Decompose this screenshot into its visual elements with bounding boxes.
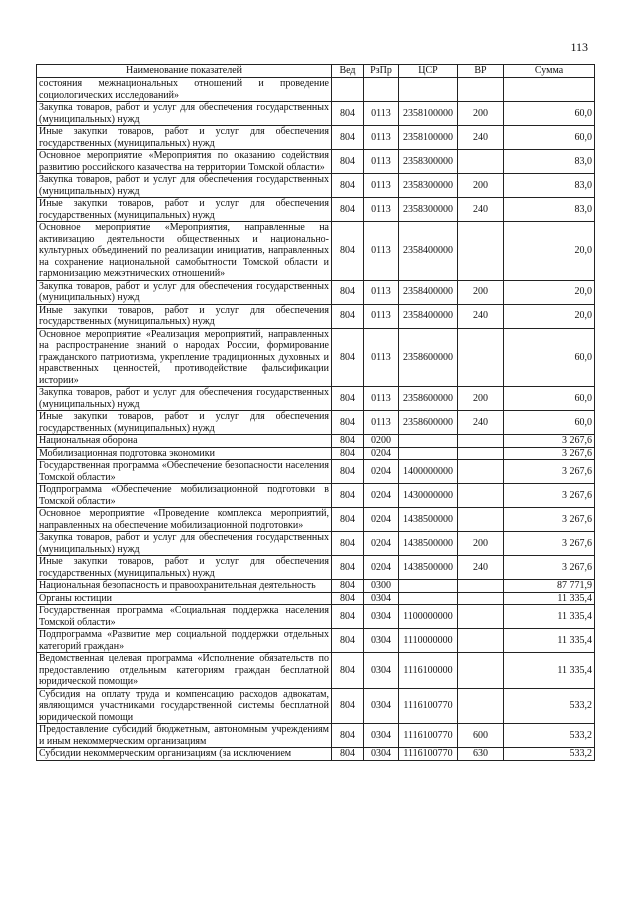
row-csr — [399, 447, 458, 460]
header-vr: ВР — [458, 65, 504, 78]
row-csr: 2358300000 — [399, 150, 458, 174]
row-rzpr — [364, 748, 399, 761]
row-vr: 200 — [458, 532, 504, 556]
row-vr — [458, 688, 504, 724]
table-row — [37, 222, 595, 281]
row-ved: 804 — [332, 435, 364, 448]
table-row — [37, 556, 595, 580]
row-rzpr: 0300 — [364, 580, 399, 593]
table-row — [37, 748, 595, 761]
row-ved-text: 804 — [340, 748, 355, 759]
row-sum: 60,0 — [504, 126, 595, 150]
page-number: 113 — [570, 40, 588, 54]
row-sum — [504, 78, 595, 102]
row-sum: 3 267,6 — [504, 508, 595, 532]
row-ved: 804 — [332, 688, 364, 724]
row-vr: 240 — [458, 304, 504, 328]
row-ved: 804 — [332, 126, 364, 150]
row-sum: 20,0 — [504, 304, 595, 328]
row-rzpr: 0200 — [364, 435, 399, 448]
row-vr — [458, 328, 504, 387]
table-body — [37, 78, 595, 761]
row-ved: 804 — [332, 328, 364, 387]
header-csr: ЦСР — [399, 65, 458, 78]
row-vr — [458, 435, 504, 448]
row-rzpr: 0204 — [364, 484, 399, 508]
table-row — [37, 198, 595, 222]
row-sum: 20,0 — [504, 280, 595, 304]
row-csr: 1100000000 — [399, 605, 458, 629]
row-sum: 83,0 — [504, 150, 595, 174]
row-rzpr: 0113 — [364, 387, 399, 411]
row-vr-text: 630 — [473, 748, 488, 759]
row-vr: 200 — [458, 387, 504, 411]
row-name: Национальная безопасность и правоохранительная деятельность — [37, 580, 332, 593]
row-ved: 804 — [332, 653, 364, 689]
row-csr: 2358300000 — [399, 198, 458, 222]
table-row — [37, 328, 595, 387]
row-sum: 11 335,4 — [504, 605, 595, 629]
row-rzpr: 0204 — [364, 532, 399, 556]
row-name — [37, 748, 332, 761]
row-csr — [399, 748, 458, 761]
row-csr: 2358100000 — [399, 126, 458, 150]
row-ved: 804 — [332, 592, 364, 605]
row-rzpr-text: 0304 — [371, 748, 391, 759]
table-row — [37, 653, 595, 689]
row-name: Иные закупки товаров, работ и услуг для обеспечения государственных (муниципальных) нужд — [37, 304, 332, 328]
row-csr: 1116100000 — [399, 653, 458, 689]
row-name: Основное мероприятие «Реализация мероприятий, направленных на распространение знаний о народах России, формирование гражданского патриотизма, укрепление традиционных духовных и нравственных ценностей, противодействие фальсификации истории» — [37, 328, 332, 387]
row-rzpr: 0304 — [364, 688, 399, 724]
row-ved — [332, 78, 364, 102]
row-sum: 87 771,9 — [504, 580, 595, 593]
table-row — [37, 387, 595, 411]
row-vr: 200 — [458, 174, 504, 198]
row-vr — [458, 460, 504, 484]
row-name: Закупка товаров, работ и услуг для обеспечения государственных (муниципальных) нужд — [37, 102, 332, 126]
row-ved: 804 — [332, 174, 364, 198]
row-csr: 1116100770 — [399, 688, 458, 724]
row-rzpr: 0113 — [364, 222, 399, 281]
row-vr: 200 — [458, 280, 504, 304]
row-rzpr: 0204 — [364, 556, 399, 580]
row-sum: 533,2 — [504, 688, 595, 724]
row-vr — [458, 222, 504, 281]
row-ved: 804 — [332, 724, 364, 748]
row-sum: 533,2 — [504, 724, 595, 748]
row-csr: 1438500000 — [399, 532, 458, 556]
row-csr — [399, 580, 458, 593]
row-name: Подпрограмма «Развитие мер социальной поддержки отдельных категорий граждан» — [37, 629, 332, 653]
row-rzpr: 0113 — [364, 150, 399, 174]
row-rzpr: 0204 — [364, 447, 399, 460]
table-row — [37, 532, 595, 556]
budget-table — [36, 64, 595, 761]
table-header-row — [37, 65, 595, 78]
row-ved — [332, 748, 364, 761]
row-ved: 804 — [332, 198, 364, 222]
row-sum: 83,0 — [504, 198, 595, 222]
row-name: Основное мероприятие «Мероприятия по оказанию содействия развитию российского казачества на территории Томской области» — [37, 150, 332, 174]
row-name: Государственная программа «Социальная поддержка населения Томской области» — [37, 605, 332, 629]
row-vr — [458, 748, 504, 761]
table-row — [37, 580, 595, 593]
row-name: Подпрограмма «Обеспечение мобилизационной подготовки в Томской области» — [37, 484, 332, 508]
row-name: Закупка товаров, работ и услуг для обеспечения государственных (муниципальных) нужд — [37, 387, 332, 411]
row-sum: 11 335,4 — [504, 592, 595, 605]
header-rzpr: РзПр — [364, 65, 399, 78]
row-vr — [458, 580, 504, 593]
row-ved: 804 — [332, 508, 364, 532]
row-csr: 2358600000 — [399, 387, 458, 411]
table-row — [37, 126, 595, 150]
table-row — [37, 411, 595, 435]
table-row — [37, 592, 595, 605]
row-rzpr: 0304 — [364, 653, 399, 689]
row-rzpr: 0304 — [364, 592, 399, 605]
row-name: Иные закупки товаров, работ и услуг для обеспечения государственных (муниципальных) нужд — [37, 198, 332, 222]
row-sum: 11 335,4 — [504, 653, 595, 689]
row-ved: 804 — [332, 605, 364, 629]
table-row — [37, 447, 595, 460]
row-vr: 240 — [458, 556, 504, 580]
row-vr — [458, 150, 504, 174]
row-rzpr: 0304 — [364, 605, 399, 629]
row-csr: 1110000000 — [399, 629, 458, 653]
row-vr — [458, 484, 504, 508]
row-name: Закупка товаров, работ и услуг для обеспечения государственных (муниципальных) нужд — [37, 280, 332, 304]
table-row — [37, 484, 595, 508]
row-csr: 2358400000 — [399, 222, 458, 281]
row-ved: 804 — [332, 304, 364, 328]
row-sum: 60,0 — [504, 411, 595, 435]
table-row — [37, 150, 595, 174]
row-sum: 3 267,6 — [504, 556, 595, 580]
row-csr-text: 1116100770 — [403, 748, 453, 759]
table-row — [37, 605, 595, 629]
row-ved: 804 — [332, 460, 364, 484]
row-rzpr: 0304 — [364, 724, 399, 748]
row-rzpr: 0113 — [364, 174, 399, 198]
row-sum — [504, 748, 595, 761]
row-vr — [458, 592, 504, 605]
row-rzpr: 0113 — [364, 411, 399, 435]
row-rzpr: 0204 — [364, 460, 399, 484]
row-vr: 600 — [458, 724, 504, 748]
row-csr: 2358400000 — [399, 280, 458, 304]
row-sum: 83,0 — [504, 174, 595, 198]
row-sum: 60,0 — [504, 328, 595, 387]
row-csr: 2358300000 — [399, 174, 458, 198]
header-name: Наименование показателей — [37, 65, 332, 78]
row-vr — [458, 508, 504, 532]
row-csr — [399, 592, 458, 605]
row-name: Закупка товаров, работ и услуг для обеспечения государственных (муниципальных) нужд — [37, 532, 332, 556]
row-rzpr: 0113 — [364, 198, 399, 222]
row-ved: 804 — [332, 222, 364, 281]
table-row — [37, 508, 595, 532]
row-sum: 3 267,6 — [504, 460, 595, 484]
row-rzpr — [364, 78, 399, 102]
row-ved: 804 — [332, 387, 364, 411]
table-row — [37, 280, 595, 304]
row-csr: 1400000000 — [399, 460, 458, 484]
table-row — [37, 724, 595, 748]
row-ved: 804 — [332, 629, 364, 653]
row-sum: 20,0 — [504, 222, 595, 281]
row-name: Государственная программа «Обеспечение безопасности населения Томской области» — [37, 460, 332, 484]
table-row — [37, 688, 595, 724]
table-row — [37, 102, 595, 126]
row-sum: 60,0 — [504, 387, 595, 411]
row-ved: 804 — [332, 102, 364, 126]
row-sum: 3 267,6 — [504, 447, 595, 460]
row-ved: 804 — [332, 150, 364, 174]
row-name: Основное мероприятие «Проведение комплекса мероприятий, направленных на обеспечение мобилизационной подготовки» — [37, 508, 332, 532]
row-vr: 200 — [458, 102, 504, 126]
row-vr — [458, 629, 504, 653]
row-vr: 240 — [458, 411, 504, 435]
row-vr — [458, 653, 504, 689]
row-name: Закупка товаров, работ и услуг для обеспечения государственных (муниципальных) нужд — [37, 174, 332, 198]
row-name: Иные закупки товаров, работ и услуг для обеспечения государственных (муниципальных) нужд — [37, 126, 332, 150]
row-name-text: Субсидии некоммерческим организациям (за исключением — [39, 748, 292, 759]
row-csr — [399, 78, 458, 102]
table-row — [37, 304, 595, 328]
row-csr: 2358400000 — [399, 304, 458, 328]
table-row — [37, 460, 595, 484]
row-vr — [458, 78, 504, 102]
row-name: Иные закупки товаров, работ и услуг для обеспечения государственных (муниципальных) нужд — [37, 556, 332, 580]
row-sum-text: 533,2 — [569, 748, 592, 759]
row-csr: 1116100770 — [399, 724, 458, 748]
row-rzpr: 0113 — [364, 280, 399, 304]
row-vr: 240 — [458, 126, 504, 150]
row-name: Ведомственная целевая программа «Исполнение обязательств по предоставлению отдельным категориям граждан бесплатной юридической помощи» — [37, 653, 332, 689]
row-ved: 804 — [332, 580, 364, 593]
row-csr: 2358600000 — [399, 328, 458, 387]
table-row — [37, 174, 595, 198]
table-row — [37, 629, 595, 653]
row-csr: 2358100000 — [399, 102, 458, 126]
row-rzpr: 0113 — [364, 102, 399, 126]
header-sum: Сумма — [504, 65, 595, 78]
row-sum: 3 267,6 — [504, 484, 595, 508]
row-rzpr: 0113 — [364, 304, 399, 328]
row-sum: 3 267,6 — [504, 532, 595, 556]
row-csr: 1438500000 — [399, 556, 458, 580]
row-name: Иные закупки товаров, работ и услуг для обеспечения государственных (муниципальных) нужд — [37, 411, 332, 435]
row-ved: 804 — [332, 411, 364, 435]
row-ved: 804 — [332, 280, 364, 304]
row-rzpr: 0113 — [364, 328, 399, 387]
row-vr — [458, 447, 504, 460]
row-sum: 11 335,4 — [504, 629, 595, 653]
row-csr: 2358600000 — [399, 411, 458, 435]
row-ved: 804 — [332, 447, 364, 460]
row-rzpr: 0304 — [364, 629, 399, 653]
header-ved: Вед — [332, 65, 364, 78]
row-vr — [458, 605, 504, 629]
row-name: Органы юстиции — [37, 592, 332, 605]
row-ved: 804 — [332, 532, 364, 556]
row-csr: 1430000000 — [399, 484, 458, 508]
row-csr — [399, 435, 458, 448]
row-name: Предоставление субсидий бюджетным, автономным учреждениям и иным некоммерческим организациям — [37, 724, 332, 748]
row-name: Субсидия на оплату труда и компенсацию расходов адвокатам, являющимся участниками государственной системы бесплатной юридической помощи — [37, 688, 332, 724]
row-name: Основное мероприятие «Мероприятия, направленные на активизацию деятельности общественных и национально-культурных объединений по реализации инициатив, направленных на сохранение национальной самобытности Томской области и гармонизацию межэтнических отношений» — [37, 222, 332, 281]
row-sum: 60,0 — [504, 102, 595, 126]
row-name: Национальная оборона — [37, 435, 332, 448]
table-row — [37, 435, 595, 448]
row-ved: 804 — [332, 484, 364, 508]
row-csr: 1438500000 — [399, 508, 458, 532]
row-name: Мобилизационная подготовка экономики — [37, 447, 332, 460]
row-sum: 3 267,6 — [504, 435, 595, 448]
row-name: состояния межнациональных отношений и проведение социологических исследований» — [37, 78, 332, 102]
row-rzpr: 0113 — [364, 126, 399, 150]
row-vr: 240 — [458, 198, 504, 222]
row-ved: 804 — [332, 556, 364, 580]
row-rzpr: 0204 — [364, 508, 399, 532]
table-row — [37, 78, 595, 102]
